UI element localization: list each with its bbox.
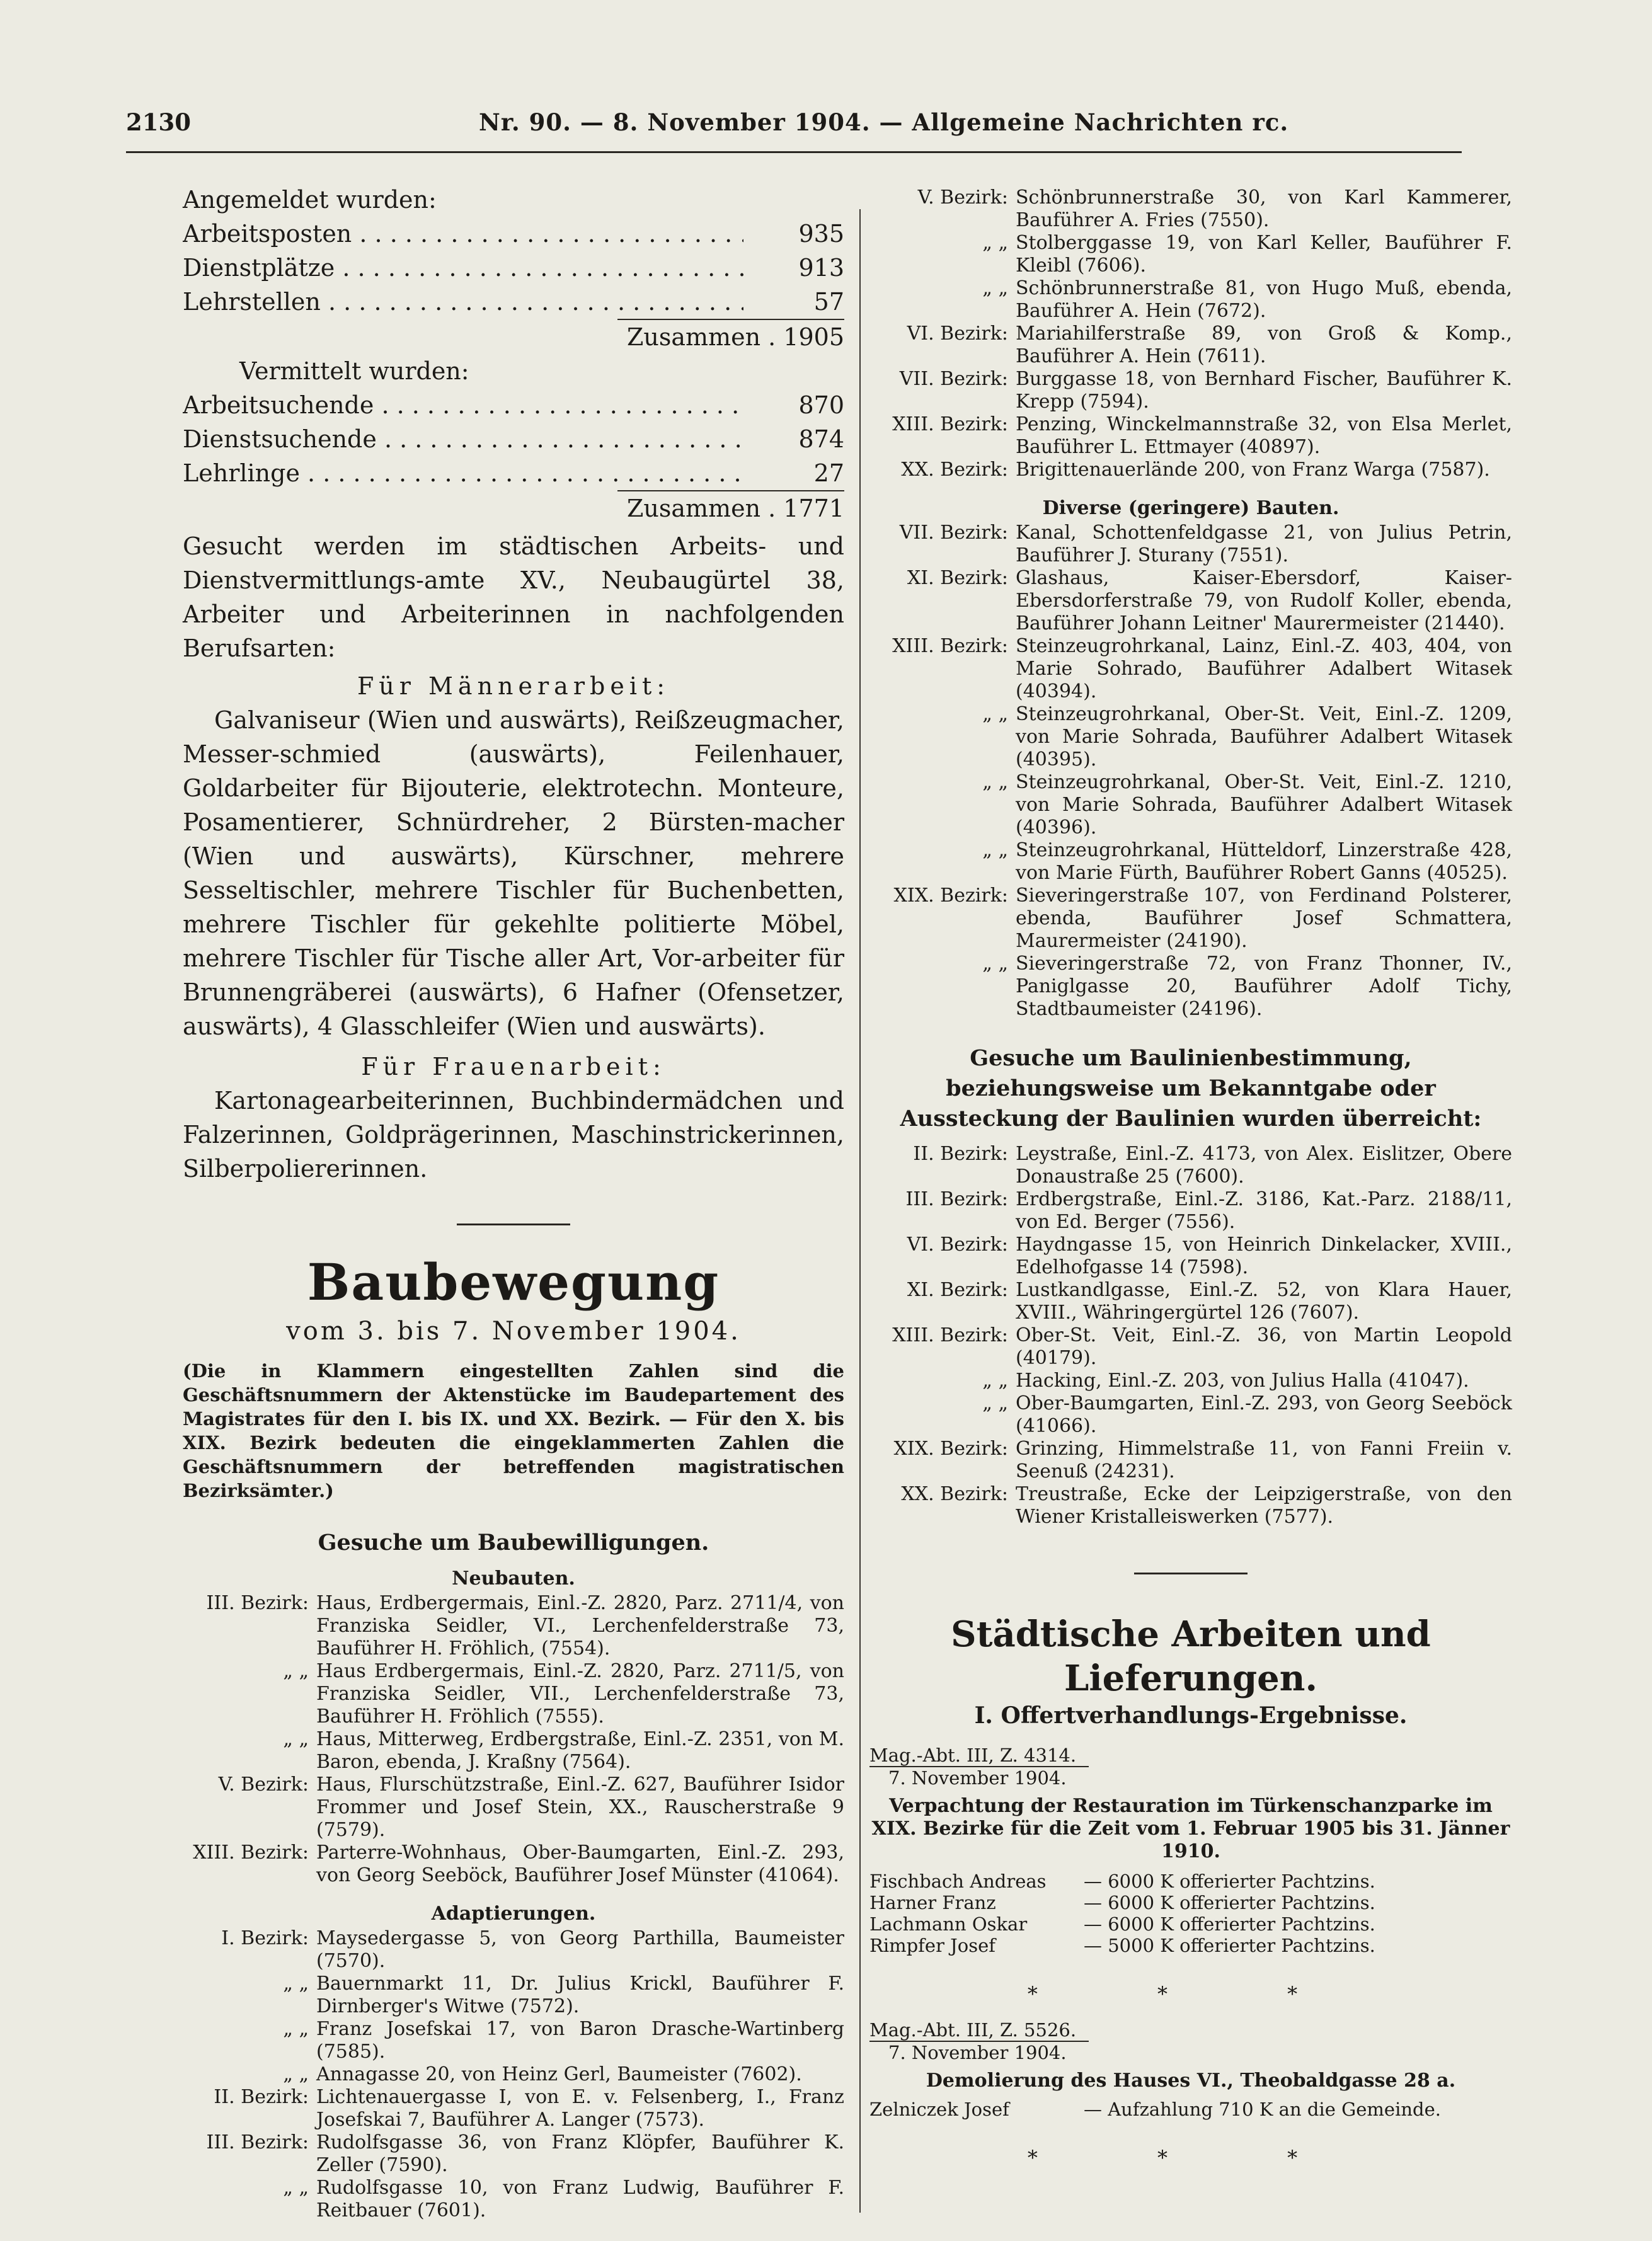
district-label: XIII. Bezirk: [193, 1842, 309, 1864]
bidder-name: Rimpfer Josef [869, 1935, 996, 1956]
stat-label: Lehrlinge . . . [183, 456, 743, 490]
offer-mag-reference: Mag.-Abt. III, Z. 4314. [869, 1745, 1089, 1767]
bid-amount: — 6000 K offerierter Pachtzins. [1084, 1871, 1375, 1892]
men-text: Galvaniseur (Wien und auswärts), Reißzeugmacher, Messer-schmied (auswärts), Feilenhauer, Goldarbeiter für Bijouterie, elektrotechn. Monteure, Posamentierer, Schnürdreher, 2 Bürsten-macher (Wien und auswärts), Kürschner, mehrere Sesseltischler, mehrere Tischler für Buchenbetten, mehrere Tischler für gekehlte politierte Möbel, mehrere Tischler für Tische aller Art, Vor-arbeiter für Brunnengräberei (auswärts), 6 Hafner (Ofensetzer, auswärts), 4 Glasschleifer (Wien und auswärts). [183, 706, 844, 1040]
district-label: „ „ [283, 2063, 309, 2085]
entry-text: Haydngasse 15, von Heinrich Dinkelacker, XVIII., Edelhofgasse 14 (7598). [1016, 1234, 1512, 1278]
list-item [183, 2177, 844, 2222]
list-item [869, 839, 1512, 885]
district-label: XX. Bezirk: [901, 459, 1008, 481]
baulinien-list [869, 1143, 1512, 1528]
district-label: „ „ [982, 232, 1008, 254]
stat-value: 874 [798, 425, 844, 453]
adaptierungen-heading: Adaptierungen. [431, 1903, 596, 1925]
list-item [869, 1438, 1512, 1483]
offert-heading: I. Offertverhandlungs-Ergebnisse. [974, 1702, 1408, 1729]
entry-text: Hacking, Einl.-Z. 203, von Julius Halla (41047). [1016, 1370, 1469, 1392]
entry-text: Treustraße, Ecke der Leipzigerstraße, von den Wiener Kristalleiswerken (7577). [1016, 1483, 1512, 1528]
wanted-intro: Gesucht werden im städtischen Arbeits- und Dienstvermittlungs-amte XV., Neubaugürtel 38, Arbeiter und Arbeiterinnen in nachfolgenden Berufsarten: [183, 532, 844, 662]
baubewegung-title: Baubewegung [307, 1252, 720, 1312]
section-divider [457, 1224, 570, 1225]
entry-text: Bauernmarkt 11, Dr. Julius Krickl, Bauführer F. Dirnberger's Witwe (7572). [316, 1973, 844, 2017]
bid-amount: — Aufzahlung 710 K an die Gemeinde. [1084, 2099, 1441, 2120]
entry-text: Haus, Flurschützstraße, Einl.-Z. 627, Bauführer Isidor Frommer und Josef Stein, XX., Rauscherstraße 9 (7579). [316, 1774, 844, 1841]
bidder-name: Fischbach Andreas [869, 1871, 1047, 1892]
diverse-heading: Diverse (geringere) Bauten. [1042, 497, 1339, 519]
list-item [183, 1592, 844, 1660]
registered-total: Zusammen . 1905 [626, 323, 844, 351]
running-head: Nr. 90. — 8. November 1904. — Allgemeine Nachrichten rc. [479, 108, 1289, 136]
entry-text: Lustkandlgasse, Einl.-Z. 52, von Klara Hauer, XVIII., Währingergürtel 126 (7607). [1016, 1279, 1512, 1324]
entry-text: Rudolfsgasse 36, von Franz Klöpfer, Bauführer K. Zeller (7590). [316, 2131, 844, 2176]
entry-text: Ober-Baumgarten, Einl.-Z. 293, von Georg Seeböck (41066). [1016, 1392, 1512, 1437]
district-label: „ „ [283, 1973, 309, 1995]
mediated-heading: Vermittelt wurden: [239, 357, 469, 385]
district-label: „ „ [283, 2177, 309, 2199]
baubewegung-note: (Die in Klammern eingestellten Zahlen sind die Geschäftsnummern der Aktenstücke im Baudepartement des Magistrates für den I. bis IX. und XX. Bezirk. — Für den X. bis XIX. Bezirk bedeuten die eingeklammerten Zahlen die Geschäftsnummern der betreffenden magistratischen Bezirksämter.) [183, 1360, 844, 1501]
district-label: III. Bezirk: [206, 1592, 309, 1614]
district-label: XIII. Bezirk: [892, 635, 1008, 657]
diverse-list [869, 522, 1512, 1021]
offer-block-2 [869, 2019, 1512, 2120]
section-stars: * * * [1027, 1982, 1355, 2006]
stat-value: 935 [798, 220, 844, 248]
stat-label: Dienstsuchende . . . [183, 422, 743, 456]
stat-row [183, 422, 844, 456]
district-label: „ „ [283, 1660, 309, 1682]
entry-text: Steinzeugrohrkanal, Ober-St. Veit, Einl.-Z. 1209, von Marie Sohrada, Bauführer Adalbert Witasek (40395). [1016, 703, 1512, 771]
district-label: I. Bezirk: [221, 1927, 309, 1949]
list-item [869, 522, 1512, 567]
list-item [869, 323, 1512, 368]
neubauten-list [183, 1592, 844, 1887]
list-item [869, 1370, 1512, 1392]
stat-label: Arbeitsuchende . . . [183, 388, 743, 422]
gesuche-heading: Gesuche um Baubewilligungen. [318, 1530, 709, 1556]
women-heading: Für Frauenarbeit: [361, 1053, 666, 1080]
district-label: V. Bezirk: [218, 1774, 309, 1796]
list-item [183, 1660, 844, 1728]
entry-text: Sieveringerstraße 72, von Franz Thonner, IV., Paniglgasse 20, Bauführer Adolf Tichy, Stadtbaumeister (24196). [1016, 953, 1512, 1020]
district-label: „ „ [283, 1728, 309, 1750]
bid-row [869, 1913, 1512, 1935]
offer-date: 7. November 1904. [888, 2042, 1067, 2063]
list-item [869, 567, 1512, 635]
district-label: VI. Bezirk: [907, 1234, 1008, 1256]
header-rule [126, 151, 1462, 153]
list-item [183, 1973, 844, 2018]
district-label: III. Bezirk: [905, 1188, 1008, 1210]
district-label: VII. Bezirk: [899, 522, 1008, 544]
bid-amount: — 5000 K offerierter Pachtzins. [1084, 1935, 1375, 1956]
registered-heading: Angemeldet wurden: [183, 186, 437, 214]
entry-text: Steinzeugrohrkanal, Hütteldorf, Linzerstraße 428, von Marie Fürth, Bauführer Robert Ganns (40525). [1016, 839, 1512, 884]
list-item [869, 703, 1512, 771]
bid-row [869, 1892, 1512, 1913]
list-item [183, 2018, 844, 2063]
bid-row [869, 1871, 1512, 1892]
list-item [869, 368, 1512, 413]
list-item [869, 1188, 1512, 1234]
list-item [869, 186, 1512, 232]
column-rule [859, 209, 861, 2213]
entry-text: Brigittenauerlände 200, von Franz Warga (7587). [1016, 459, 1490, 481]
district-label: „ „ [982, 953, 1008, 975]
bidder-name: Lachmann Oskar [869, 1913, 1028, 1935]
stat-row [183, 217, 844, 251]
district-label: VII. Bezirk: [899, 368, 1008, 390]
entry-text: Parterre-Wohnhaus, Ober-Baumgarten, Einl.-Z. 293, von Georg Seeböck, Bauführer Josef Münster (41064). [316, 1842, 844, 1886]
mediated-total: Zusammen . 1771 [626, 495, 844, 522]
baulinien-heading: Gesuche um Baulinienbestimmung, beziehungsweise um Bekanntgabe oder Aussteckung der Baulinien wurden überreicht: [900, 1045, 1482, 1132]
district-label: XIII. Bezirk: [892, 1324, 1008, 1346]
district-label: „ „ [982, 839, 1008, 861]
offer-date: 7. November 1904. [888, 1767, 1067, 1789]
entry-text: Glashaus, Kaiser-Ebersdorf, Kaiser-Ebersdorferstraße 79, von Rudolf Koller, ebenda, Bauführer Johann Leitner' Maurermeister (21440). [1016, 567, 1512, 634]
district-label: „ „ [982, 703, 1008, 725]
list-item [183, 1927, 844, 1973]
bid-amount: — 6000 K offerierter Pachtzins. [1084, 1913, 1375, 1935]
district-label: „ „ [283, 2018, 309, 2040]
list-item [869, 1392, 1512, 1438]
entry-text: Rudolfsgasse 10, von Franz Ludwig, Bauführer F. Reitbauer (7601). [316, 2177, 844, 2221]
stat-value: 27 [813, 459, 844, 487]
district-label: „ „ [982, 771, 1008, 793]
stat-value: 870 [798, 391, 844, 419]
entry-text: Ober-St. Veit, Einl.-Z. 36, von Martin Leopold (40179). [1016, 1324, 1512, 1369]
page-number: 2130 [126, 108, 191, 136]
list-item [869, 459, 1512, 481]
entry-text: Penzing, Winckelmannstraße 32, von Elsa Merlet, Bauführer L. Ettmayer (40897). [1016, 413, 1512, 458]
neubauten-heading: Neubauten. [452, 1568, 575, 1590]
bidder-name: Zelniczek Josef [869, 2099, 1009, 2120]
entry-text: Sieveringerstraße 107, von Ferdinand Polsterer, ebenda, Bauführer Josef Schmattera, Maurermeister (24190). [1016, 885, 1512, 952]
stat-row [183, 251, 844, 285]
women-text: Kartonagearbeiterinnen, Buchbindermädchen und Falzerinnen, Goldprägerinnen, Maschinstrickerinnen, Silberpoliererinnen. [183, 1087, 844, 1183]
section-divider [1134, 1573, 1248, 1574]
bid-amount: — 6000 K offerierter Pachtzins. [1084, 1892, 1375, 1913]
district-label: III. Bezirk: [206, 2131, 309, 2153]
entry-text: Erdbergstraße, Einl.-Z. 3186, Kat.-Parz. 2188/11, von Ed. Berger (7556). [1016, 1188, 1512, 1233]
list-item [869, 1143, 1512, 1188]
stat-value: 913 [798, 254, 844, 282]
list-item [183, 1842, 844, 1887]
list-item [869, 771, 1512, 839]
district-label: „ „ [982, 277, 1008, 299]
bid-row [869, 2099, 1512, 2120]
district-label: XIII. Bezirk: [892, 413, 1008, 435]
list-item [183, 2063, 844, 2086]
entry-text: Maysedergasse 5, von Georg Parthilla, Baumeister (7570). [316, 1927, 844, 1972]
page-header [126, 108, 1462, 146]
district-label: II. Bezirk: [214, 2086, 309, 2108]
stat-row [183, 388, 844, 422]
entry-text: Haus Erdbergermais, Einl.-Z. 2820, Parz. 2711/5, von Franziska Seidler, VII., Lerchenfelderstraße 73, Bauführer H. Fröhlich (7555). [316, 1660, 844, 1728]
district-label: „ „ [982, 1370, 1008, 1392]
entry-text: Kanal, Schottenfeldgasse 21, von Julius Petrin, Bauführer J. Sturany (7551). [1016, 522, 1512, 566]
district-label: XIX. Bezirk: [893, 1438, 1008, 1460]
baubewegung-subtitle: vom 3. bis 7. November 1904. [286, 1317, 741, 1346]
district-label: „ „ [982, 1392, 1008, 1414]
entry-text: Grinzing, Himmelstraße 11, von Fanni Freiin v. Seenuß (24231). [1016, 1438, 1512, 1482]
stat-row [183, 456, 844, 490]
adaptierungen-continued-list [869, 186, 1512, 481]
left-column [183, 183, 844, 2222]
list-item [183, 2086, 844, 2131]
entry-text: Lichtenauergasse I, von E. v. Felsenberg, I., Franz Josefskai 7, Bauführer A. Langer (7573). [316, 2086, 844, 2131]
stat-label: Lehrstellen . . . [183, 285, 743, 319]
entry-text: Haus, Erdbergermais, Einl.-Z. 2820, Parz. 2711/4, von Franziska Seidler, VI., Lerchenfelderstraße 73, Bauführer H. Fröhlich, (7554). [316, 1592, 844, 1659]
bid-row [869, 1935, 1512, 1956]
list-item [869, 1279, 1512, 1324]
district-label: XI. Bezirk: [907, 1279, 1008, 1301]
stat-value: 57 [813, 288, 844, 316]
district-label: XX. Bezirk: [901, 1483, 1008, 1505]
entry-text: Franz Josefskai 17, von Baron Drasche-Wartinberg (7585). [316, 2018, 844, 2063]
offer-subject: Verpachtung der Restauration im Türkenschanzparke im XIX. Bezirke für die Zeit vom 1. Februar 1905 bis 31. Jänner 1910. [871, 1795, 1510, 1862]
entry-text: Haus, Mitterweg, Erdbergstraße, Einl.-Z. 2351, von M. Baron, ebenda, J. Kraßny (7564). [316, 1728, 844, 1773]
entry-text: Annagasse 20, von Heinz Gerl, Baumeister (7602). [316, 2063, 802, 2085]
offer-block-1 [869, 1745, 1512, 1956]
list-item [869, 885, 1512, 953]
district-label: VI. Bezirk: [907, 323, 1008, 345]
mediated-list [183, 388, 844, 490]
arbeiten-title: Städtische Arbeiten und Lieferungen. [951, 1613, 1431, 1699]
entry-text: Burggasse 18, von Bernhard Fischer, Bauführer K. Krepp (7594). [1016, 368, 1512, 413]
stat-label: Dienstplätze . . . [183, 251, 743, 285]
entry-text: Mariahilferstraße 89, von Groß & Komp., Bauführer A. Hein (7611). [1016, 323, 1512, 367]
entry-text: Schönbrunnerstraße 81, von Hugo Muß, ebenda, Bauführer A. Hein (7672). [1016, 277, 1512, 322]
entry-text: Leystraße, Einl.-Z. 4173, von Alex. Eislitzer, Obere Donaustraße 25 (7600). [1016, 1143, 1512, 1188]
adaptierungen-list [183, 1927, 844, 2222]
list-item [869, 1483, 1512, 1528]
entry-text: Stolberggasse 19, von Karl Keller, Bauführer F. Kleibl (7606). [1016, 232, 1512, 277]
entry-text: Schönbrunnerstraße 30, von Karl Kammerer, Bauführer A. Fries (7550). [1016, 186, 1512, 231]
district-label: XIX. Bezirk: [893, 885, 1008, 907]
district-label: XI. Bezirk: [907, 567, 1008, 589]
entry-text: Steinzeugrohrkanal, Ober-St. Veit, Einl.-Z. 1210, von Marie Sohrada, Bauführer Adalbert Witasek (40396). [1016, 771, 1512, 839]
list-item [183, 1728, 844, 1774]
list-item [869, 953, 1512, 1021]
offer-subject: Demolierung des Hauses VI., Theobaldgasse 28 a. [926, 2070, 1456, 2092]
list-item [183, 1774, 844, 1842]
stat-row [183, 285, 844, 319]
section-stars: * * * [1027, 2146, 1355, 2170]
list-item [869, 413, 1512, 459]
right-column [869, 186, 1512, 2170]
district-label: II. Bezirk: [913, 1143, 1008, 1165]
list-item [869, 277, 1512, 323]
registered-list [183, 217, 844, 319]
district-label: V. Bezirk: [917, 186, 1008, 209]
list-item [869, 635, 1512, 703]
list-item [869, 232, 1512, 277]
stat-label: Arbeitsposten . . . [183, 217, 743, 251]
list-item [869, 1234, 1512, 1279]
list-item [183, 2131, 844, 2177]
bidder-name: Harner Franz [869, 1892, 996, 1913]
men-heading: Für Männerarbeit: [357, 672, 670, 700]
list-item [869, 1324, 1512, 1370]
entry-text: Steinzeugrohrkanal, Lainz, Einl.-Z. 403, 404, von Marie Sohrado, Bauführer Adalbert Witasek (40394). [1016, 635, 1512, 702]
offer-mag-reference: Mag.-Abt. III, Z. 5526. [869, 2019, 1089, 2042]
